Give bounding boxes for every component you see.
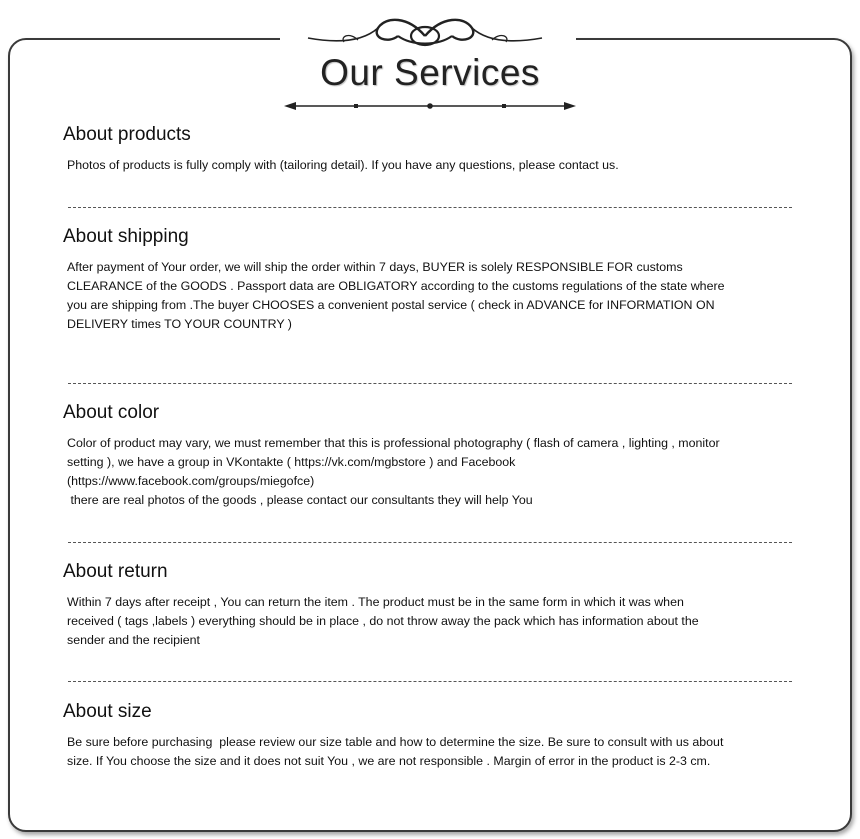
section-about-products xyxy=(63,124,803,175)
body-line: sender and the recipient xyxy=(67,633,200,647)
section-heading: About shipping xyxy=(63,226,189,247)
section-body xyxy=(67,156,803,175)
body-line: you are shipping from .The buyer CHOOSES a convenient postal service ( check in ADVANCE for INFORMATION ON xyxy=(67,298,715,312)
dashed-divider xyxy=(68,383,792,384)
section-heading: About products xyxy=(63,124,191,145)
body-line: there are real photos of the goods , please contact our consultants they will help You xyxy=(67,493,533,507)
section-heading: About color xyxy=(63,402,160,423)
section-about-size xyxy=(63,701,803,771)
body-line: Color of product may vary, we must remember that this is professional photography ( flash of camera , lighting , monitor xyxy=(67,436,720,450)
section-heading: About return xyxy=(63,561,168,582)
body-line: Within 7 days after receipt , You can return the item . The product must be in the same form in which it was when xyxy=(67,595,684,609)
section-body xyxy=(67,434,803,510)
body-line: Photos of products is fully comply with (tailoring detail). If you have any questions, please contact us. xyxy=(67,158,619,172)
body-line: After payment of Your order, we will ship the order within 7 days, BUYER is solely RESPONSIBLE FOR customs xyxy=(67,260,683,274)
dashed-divider xyxy=(68,681,792,682)
section-body xyxy=(67,258,803,334)
body-line: size. If You choose the size and it does not suit You , we are not responsible . Margin of error in the product is 2-3 cm. xyxy=(67,754,711,768)
section-about-shipping xyxy=(63,226,803,334)
section-about-return xyxy=(63,561,803,650)
page-title: Our Services xyxy=(320,52,540,93)
body-line: received ( tags ,labels ) everything should be in place , do not throw away the pack which has information about the xyxy=(67,614,699,628)
dashed-divider xyxy=(68,542,792,543)
body-line: DELIVERY times TO YOUR COUNTRY ) xyxy=(67,317,292,331)
arrow-divider-ornament xyxy=(282,96,578,116)
section-about-color xyxy=(63,402,803,510)
section-heading: About size xyxy=(63,701,152,722)
body-line: CLEARANCE of the GOODS . Passport data are OBLIGATORY according to the customs regulations of the state where xyxy=(67,279,725,293)
section-body xyxy=(67,733,803,771)
body-line: Be sure before purchasing please review our size table and how to determine the size. Be sure to consult with us about xyxy=(67,735,724,749)
section-body xyxy=(67,593,803,650)
body-line: (https://www.facebook.com/groups/miegofce) xyxy=(67,474,315,488)
body-line: setting ), we have a group in VKontakte ( https://vk.com/mgbstore ) and Facebook xyxy=(67,455,516,469)
dashed-divider xyxy=(68,207,792,208)
flourish-top-ornament xyxy=(300,12,550,52)
